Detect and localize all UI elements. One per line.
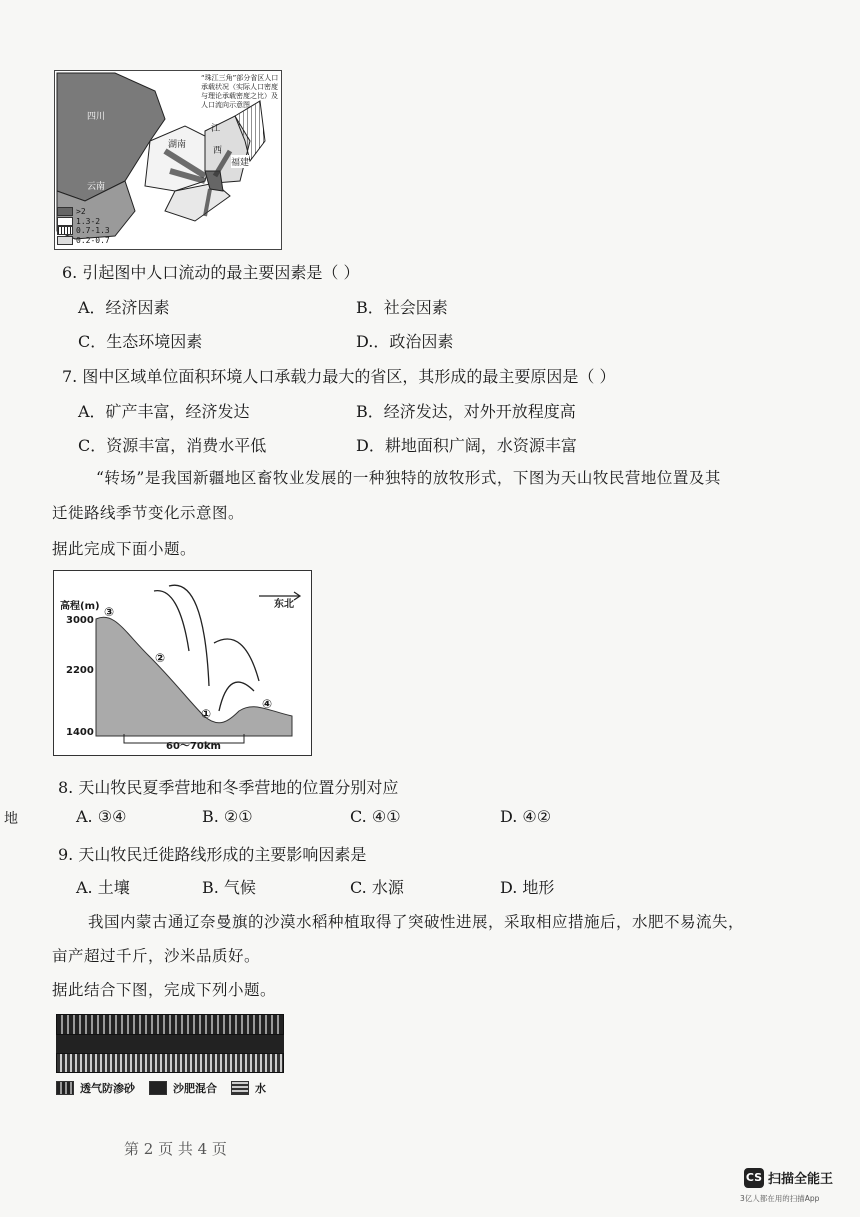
- question-number: 8.: [58, 778, 74, 797]
- profile-direction: 东北: [274, 599, 294, 610]
- elevation-profile: [53, 570, 312, 756]
- question-number: 9.: [58, 845, 74, 864]
- question-stem: 图中区域单位面积环境人口承载力最大的省区，其形成的最主要原因是（ ）: [82, 367, 616, 386]
- question-stem: 引起图中人口流动的最主要因素是（ ）: [82, 263, 360, 282]
- question-8: [58, 775, 398, 798]
- layer-water: [56, 1053, 284, 1073]
- profile-point-3: ③: [104, 605, 115, 619]
- scanner-tagline: 3亿人都在用的扫描App: [740, 1194, 820, 1203]
- scanner-app-name: 扫描全能王: [768, 1172, 834, 1187]
- legend-swatch: [57, 207, 73, 216]
- map-label-sichuan: 四川: [87, 112, 106, 122]
- legend-label: 0.7-1.3: [76, 226, 110, 235]
- legend-swatch: [57, 217, 73, 226]
- legend-swatch-mix: [149, 1081, 167, 1095]
- q6-option-a: A．经济因素: [78, 298, 170, 317]
- passage2-line1: 我国内蒙古通辽奈曼旗的沙漠水稻种植取得了突破性进展，采取相应措施后，水肥不易流失，: [88, 913, 745, 931]
- map-legend: [57, 207, 110, 245]
- legend-label-sand: 透气防渗砂: [80, 1082, 135, 1095]
- legend-label: 1.3-2: [76, 216, 101, 226]
- margin-mark: 地: [4, 811, 18, 827]
- q9-option-d: D. 地形: [500, 878, 555, 897]
- page-footer: 第 2 页 共 4 页: [124, 1140, 227, 1158]
- q7-option-a: A．矿产丰富，经济发达: [78, 402, 250, 421]
- legend-row: [57, 217, 110, 227]
- profile-ytick-3000: 3000: [66, 615, 94, 626]
- profile-ylabel: 高程(m): [60, 601, 100, 612]
- layer-sand: [56, 1014, 284, 1035]
- legend-swatch: [57, 236, 73, 245]
- map-label-yunnan: 云南: [87, 182, 106, 192]
- passage2-prompt: 据此结合下图，完成下列小题。: [52, 981, 277, 999]
- map-label-fujian: 福建: [231, 155, 249, 168]
- question-stem: 天山牧民夏季营地和冬季营地的位置分别对应: [78, 778, 399, 797]
- soil-layers-figure: [56, 1014, 284, 1072]
- q9-option-b: B. 气候: [202, 878, 256, 897]
- q7-option-c: C．资源丰富，消费水平低: [78, 436, 267, 455]
- question-9: [58, 842, 366, 865]
- map-label-hunan: 湖南: [168, 140, 187, 150]
- scanner-logo-icon: CS: [744, 1168, 764, 1188]
- question-number: 7.: [62, 367, 78, 386]
- question-stem: 天山牧民迁徙路线形成的主要影响因素是: [78, 845, 367, 864]
- legend-swatch: [57, 226, 73, 235]
- profile-distance: 60～70km: [166, 741, 221, 752]
- passage2-line2: 亩产超过千斤，沙米品质好。: [52, 947, 261, 965]
- q6-option-c: C．生态环境因素: [78, 332, 203, 351]
- legend-label-mix: 沙肥混合: [173, 1082, 217, 1095]
- legend-row: [57, 226, 110, 236]
- map-title: “珠江三角”部分省区人口承载状况（实际人口密度与理论承载密度之比）及人口流向示意图: [201, 74, 279, 109]
- q9-option-c: C. 水源: [350, 878, 404, 897]
- q7-option-b: B．经济发达，对外开放程度高: [356, 402, 576, 421]
- q6-option-b: B．社会因素: [356, 298, 448, 317]
- legend-label: 0.2-0.7: [76, 235, 110, 245]
- q8-option-a: A. ③④: [76, 807, 127, 826]
- soil-legend: [56, 1080, 266, 1096]
- passage1-line1: “转场”是我国新疆地区畜牧业发展的一种独特的放牧形式，下图为天山牧民营地位置及其: [96, 469, 721, 487]
- q8-option-d: D. ④②: [500, 807, 552, 826]
- map-label-jiang: 江: [211, 124, 221, 134]
- layer-sand-fertilizer: [56, 1035, 284, 1053]
- q8-option-b: B. ②①: [202, 807, 253, 826]
- legend-row: [57, 207, 110, 217]
- passage1-line2: 迁徙路线季节变化示意图。: [52, 504, 245, 522]
- q9-option-a: A. 土壤: [76, 878, 130, 897]
- question-6: [62, 260, 359, 283]
- profile-ytick-1400: 1400: [66, 727, 94, 738]
- legend-swatch-water: [231, 1081, 249, 1095]
- legend-row: [57, 236, 110, 246]
- legend-swatch-sand: [56, 1081, 74, 1095]
- legend-label: >2: [76, 207, 86, 216]
- passage1-prompt: 据此完成下面小题。: [52, 540, 197, 558]
- question-number: 6.: [62, 263, 78, 282]
- population-map: [54, 70, 282, 250]
- q8-option-c: C. ④①: [350, 807, 401, 826]
- profile-point-2: ②: [155, 651, 166, 665]
- profile-point-1: ①: [201, 707, 212, 721]
- q6-option-d: D.．政治因素: [356, 332, 454, 351]
- q7-option-d: D．耕地面积广阔，水资源丰富: [356, 436, 577, 455]
- legend-label-water: 水: [255, 1082, 266, 1095]
- question-7: [62, 364, 615, 387]
- map-label-xi: 西: [213, 146, 223, 156]
- profile-point-4: ④: [262, 697, 273, 711]
- profile-ytick-2200: 2200: [66, 665, 94, 676]
